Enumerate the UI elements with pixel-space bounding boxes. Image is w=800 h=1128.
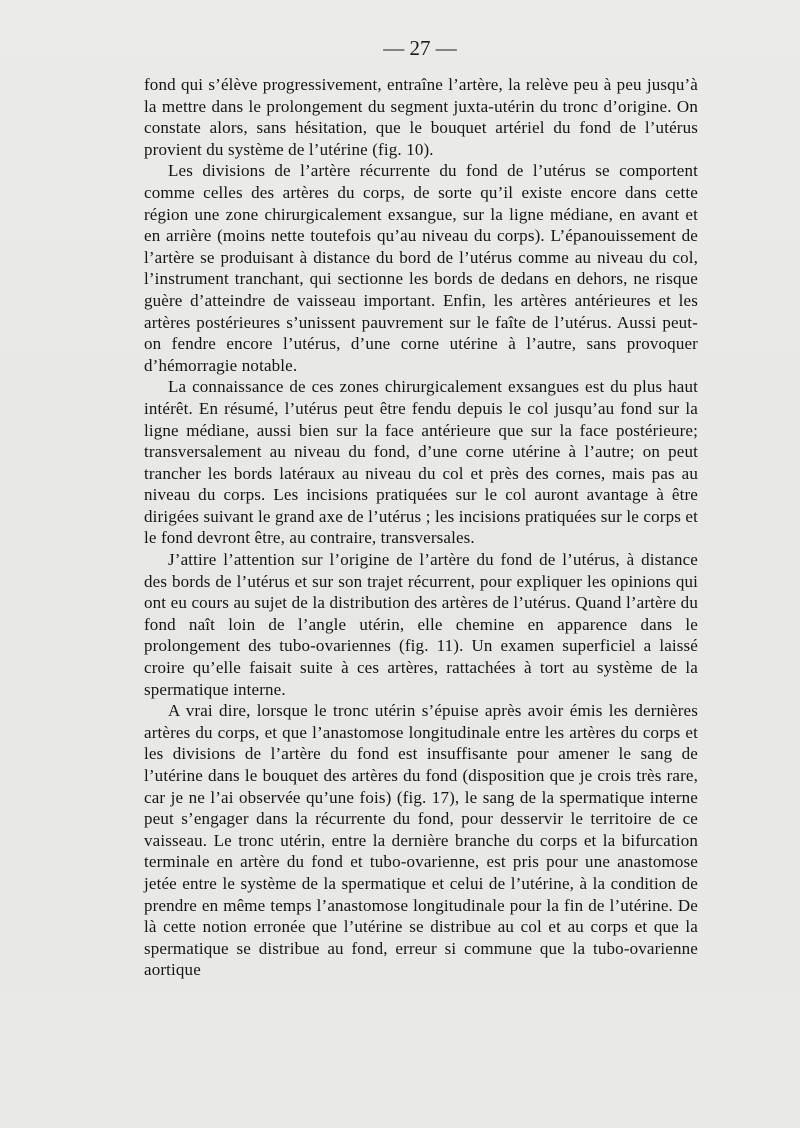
paragraph-bloodless-zones: La connaissance de ces zones chirurgicalement exsangues est du plus haut intérêt. En résumé, l’utérus peut être fendu depuis le col jusqu’au fond sur la ligne médiane, aussi bien sur la face antérieure que sur la face postérieure; transversalement au niveau du fond, d’une corne utérine à l’autre; on peut trancher les bords latéraux au niveau du col et près des cornes, mais pas au niveau du corps. Les incisions pratiquées sur le col auront avantage à être dirigées suivant le grand axe de l’utérus ; les incisions pratiquées sur le corps et le fond devront être, au contraire, transversales.	[144, 377, 698, 548]
body-text	[144, 74, 698, 981]
paragraph-continuation: fond qui s’élève progressivement, entraîne l’artère, la relève peu à peu jusqu’à la mettre dans le prolongement du segment juxta-utérin du tronc d’origine. On constate alors, sans hésitation, que le bouquet artériel du fond de l’utérus provient du système de l’utérine (fig. 10).	[144, 75, 698, 159]
paragraph-recurrent-artery-divisions: Les divisions de l’artère récurrente du fond de l’utérus se comportent comme celles des artères du corps, de sorte qu’il existe encore dans cette région une zone chirurgicalement exsangue, sur la ligne médiane, en avant et en arrière (moins nette toutefois qu’au niveau du corps). L’épanouissement de l’artère se produisant à distance du bord de l’utérus comme au niveau du col, l’instrument tranchant, qui sectionne les bords de dedans en dehors, ne risque guère d’atteindre de vaisseau important. Enfin, les artères antérieures et les artères postérieures s’unissent pauvrement sur le faîte de l’utérus. Aussi peut-on fendre encore l’utérus, d’une corne utérine à l’autre, sans provoquer d’hémorragie notable.	[144, 161, 698, 375]
paragraph-fundus-artery-origin: J’attire l’attention sur l’origine de l’artère du fond de l’utérus, à distance des bords de l’utérus et sur son trajet récurrent, pour expliquer les opinions qui ont eu cours au sujet de la distribution des artères de l’utérus. Quand l’artère du fond naît loin de l’angle utérin, elle chemine en apparence dans le prolongement des tubo-ovariennes (fig. 11). Un examen superficiel a laissé croire qu’elle faisait suite à ces artères, rattachées à tort au système de la spermatique interne.	[144, 550, 698, 699]
paragraph-uterine-trunk: A vrai dire, lorsque le tronc utérin s’épuise après avoir émis les dernières artères du corps, et que l’anastomose longitudinale entre les artères du corps et les divisions de l’artère du fond est insuffisante pour amener le sang de l’utérine dans le bouquet des artères du fond (disposition que je crois très rare, car je ne l’ai observée qu’une fois) (fig. 17), le sang de la spermatique interne peut s’engager dans la récurrente du fond, pour desservir le territoire de ce vaisseau. Le tronc utérin, entre la dernière branche du corps et la bifurcation terminale en artère du fond et tubo-ovarienne, est pris pour une anastomose jetée entre le système de la spermatique et celui de l’utérine, à la condition de prendre en même temps l’anastomose longitudinale pour la fin de l’utérine. De là cette notion erronée que l’utérine se distribue au col et au corps et que la spermatique se distribue au fond, erreur si commune que la tubo-ovarienne aortique	[144, 701, 698, 980]
page-number: — 27 —	[383, 36, 457, 60]
